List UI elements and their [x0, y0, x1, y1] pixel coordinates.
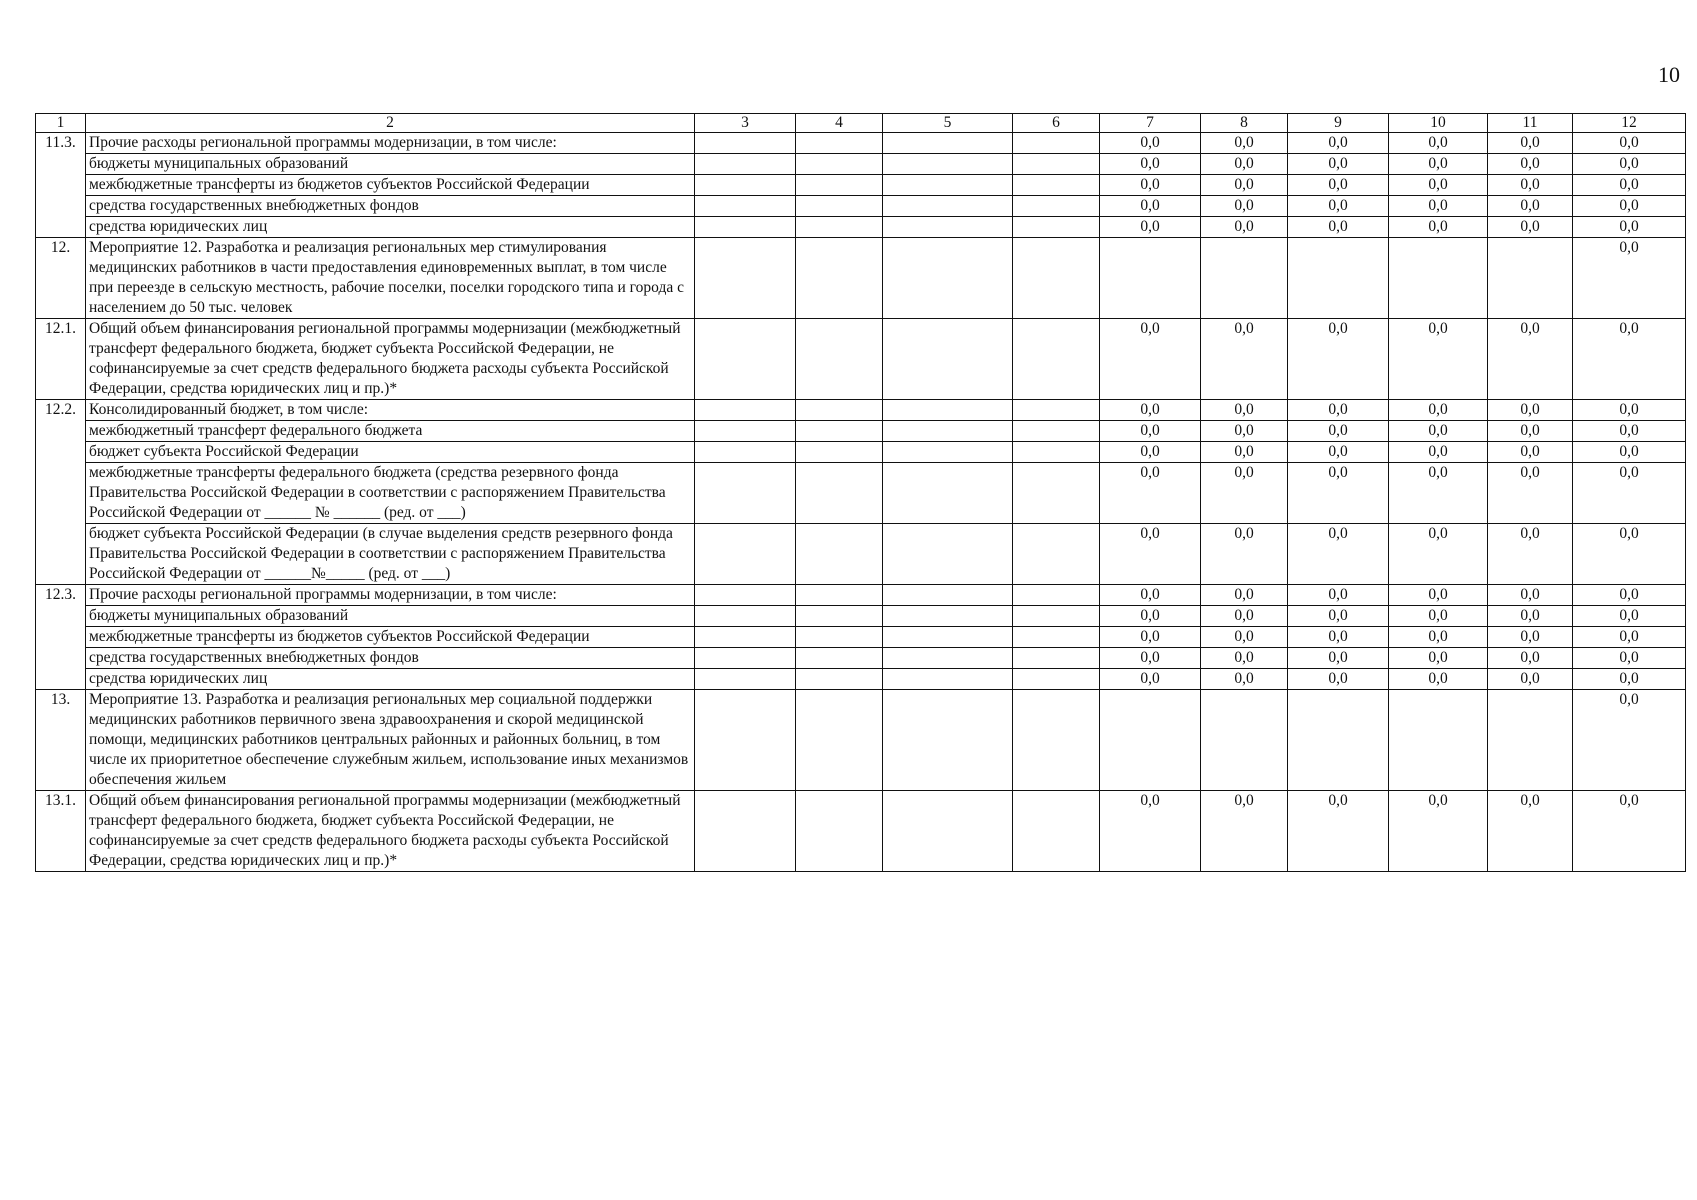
- value-cell-col-10: 0,0: [1389, 196, 1488, 217]
- value-cell-col-8: 0,0: [1201, 585, 1288, 606]
- value-cell-col-9: [1288, 238, 1389, 319]
- value-cell-col-12: 0,0: [1573, 627, 1686, 648]
- value-cell-col-7: 0,0: [1100, 627, 1201, 648]
- value-cell-col-7: 0,0: [1100, 442, 1201, 463]
- value-cell-col-3: [695, 791, 796, 872]
- value-cell-col-12: 0,0: [1573, 175, 1686, 196]
- value-cell-col-3: [695, 690, 796, 791]
- value-cell-col-5: [883, 463, 1013, 524]
- column-header: 11: [1488, 114, 1573, 133]
- value-cell-col-9: 0,0: [1288, 421, 1389, 442]
- value-cell-col-9: 0,0: [1288, 606, 1389, 627]
- value-cell-col-12: 0,0: [1573, 442, 1686, 463]
- value-cell-col-11: 0,0: [1488, 791, 1573, 872]
- value-cell-col-4: [796, 217, 883, 238]
- column-header: 7: [1100, 114, 1201, 133]
- row-number: 12.: [36, 238, 86, 319]
- table-row: [36, 627, 1686, 648]
- column-header: 6: [1013, 114, 1100, 133]
- value-cell-col-11: 0,0: [1488, 421, 1573, 442]
- value-cell-col-9: 0,0: [1288, 196, 1389, 217]
- value-cell-col-12: 0,0: [1573, 133, 1686, 154]
- column-header: 12: [1573, 114, 1686, 133]
- value-cell-col-9: 0,0: [1288, 585, 1389, 606]
- value-cell-col-4: [796, 196, 883, 217]
- value-cell-col-10: 0,0: [1389, 421, 1488, 442]
- table-row: [36, 791, 1686, 872]
- row-description: средства юридических лиц: [86, 217, 695, 238]
- value-cell-col-9: 0,0: [1288, 669, 1389, 690]
- value-cell-col-5: [883, 421, 1013, 442]
- value-cell-col-4: [796, 154, 883, 175]
- value-cell-col-11: 0,0: [1488, 585, 1573, 606]
- table-row: [36, 606, 1686, 627]
- value-cell-col-3: [695, 238, 796, 319]
- value-cell-col-3: [695, 196, 796, 217]
- value-cell-col-6: [1013, 463, 1100, 524]
- table-row: [36, 463, 1686, 524]
- value-cell-col-7: 0,0: [1100, 421, 1201, 442]
- row-number: 13.: [36, 690, 86, 791]
- value-cell-col-3: [695, 319, 796, 400]
- value-cell-col-6: [1013, 400, 1100, 421]
- value-cell-col-8: 0,0: [1201, 606, 1288, 627]
- value-cell-col-4: [796, 400, 883, 421]
- row-number: 12.1.: [36, 319, 86, 400]
- value-cell-col-4: [796, 606, 883, 627]
- value-cell-col-12: 0,0: [1573, 606, 1686, 627]
- row-description: Прочие расходы региональной программы модернизации, в том числе:: [86, 585, 695, 606]
- row-description: межбюджетные трансферты из бюджетов субъектов Российской Федерации: [86, 175, 695, 196]
- value-cell-col-4: [796, 791, 883, 872]
- value-cell-col-6: [1013, 175, 1100, 196]
- value-cell-col-3: [695, 627, 796, 648]
- value-cell-col-10: 0,0: [1389, 627, 1488, 648]
- value-cell-col-4: [796, 238, 883, 319]
- value-cell-col-11: 0,0: [1488, 524, 1573, 585]
- row-description: Мероприятие 13. Разработка и реализация региональных мер социальной поддержки медицинских работников первичного звена здравоохранения и скорой медицинской помощи, медицинских работников центральных районных и районных больниц, в том числе их приоритетное обеспечение служебным жильем, использование иных механизмов обеспечения жильем: [86, 690, 695, 791]
- value-cell-col-5: [883, 606, 1013, 627]
- value-cell-col-8: 0,0: [1201, 627, 1288, 648]
- value-cell-col-3: [695, 648, 796, 669]
- value-cell-col-7: 0,0: [1100, 319, 1201, 400]
- value-cell-col-8: 0,0: [1201, 196, 1288, 217]
- value-cell-col-8: 0,0: [1201, 400, 1288, 421]
- table-row: [36, 585, 1686, 606]
- column-header: 1: [36, 114, 86, 133]
- value-cell-col-4: [796, 319, 883, 400]
- value-cell-col-4: [796, 463, 883, 524]
- row-number: 13.1.: [36, 791, 86, 872]
- value-cell-col-5: [883, 319, 1013, 400]
- row-description: Прочие расходы региональной программы модернизации, в том числе:: [86, 133, 695, 154]
- value-cell-col-11: [1488, 690, 1573, 791]
- value-cell-col-3: [695, 442, 796, 463]
- value-cell-col-12: 0,0: [1573, 319, 1686, 400]
- value-cell-col-4: [796, 421, 883, 442]
- value-cell-col-5: [883, 524, 1013, 585]
- column-header: 3: [695, 114, 796, 133]
- value-cell-col-3: [695, 421, 796, 442]
- value-cell-col-7: 0,0: [1100, 175, 1201, 196]
- value-cell-col-10: 0,0: [1389, 154, 1488, 175]
- value-cell-col-6: [1013, 524, 1100, 585]
- table-row: [36, 238, 1686, 319]
- value-cell-col-8: 0,0: [1201, 442, 1288, 463]
- value-cell-col-8: 0,0: [1201, 463, 1288, 524]
- value-cell-col-3: [695, 217, 796, 238]
- value-cell-col-10: [1389, 238, 1488, 319]
- value-cell-col-3: [695, 175, 796, 196]
- value-cell-col-4: [796, 133, 883, 154]
- value-cell-col-6: [1013, 154, 1100, 175]
- value-cell-col-11: 0,0: [1488, 627, 1573, 648]
- page-number: 10: [1658, 62, 1680, 87]
- value-cell-col-6: [1013, 648, 1100, 669]
- value-cell-col-8: 0,0: [1201, 421, 1288, 442]
- value-cell-col-11: 0,0: [1488, 196, 1573, 217]
- value-cell-col-7: 0,0: [1100, 669, 1201, 690]
- row-description: Мероприятие 12. Разработка и реализация региональных мер стимулирования медицинских работников в части предоставления единовременных выплат, в том числе при переезде в сельскую местность, рабочие поселки, поселки городского типа и города с населением до 50 тыс. человек: [86, 238, 695, 319]
- value-cell-col-5: [883, 154, 1013, 175]
- value-cell-col-12: 0,0: [1573, 648, 1686, 669]
- value-cell-col-3: [695, 133, 796, 154]
- value-cell-col-10: 0,0: [1389, 585, 1488, 606]
- value-cell-col-12: 0,0: [1573, 238, 1686, 319]
- value-cell-col-8: 0,0: [1201, 133, 1288, 154]
- value-cell-col-6: [1013, 217, 1100, 238]
- table-row: [36, 442, 1686, 463]
- row-description: межбюджетные трансферты федерального бюджета (средства резервного фонда Правительства Российской Федерации в соответствии с распоряжением Правительства Российской Федерации от ______ № ______ (ред. от ___): [86, 463, 695, 524]
- value-cell-col-10: [1389, 690, 1488, 791]
- value-cell-col-5: [883, 400, 1013, 421]
- value-cell-col-12: 0,0: [1573, 690, 1686, 791]
- value-cell-col-11: [1488, 238, 1573, 319]
- table-row: [36, 400, 1686, 421]
- value-cell-col-7: 0,0: [1100, 196, 1201, 217]
- value-cell-col-5: [883, 690, 1013, 791]
- value-cell-col-3: [695, 669, 796, 690]
- column-header: 8: [1201, 114, 1288, 133]
- value-cell-col-9: 0,0: [1288, 791, 1389, 872]
- value-cell-col-6: [1013, 421, 1100, 442]
- value-cell-col-11: 0,0: [1488, 133, 1573, 154]
- value-cell-col-11: 0,0: [1488, 154, 1573, 175]
- row-description: межбюджетный трансферт федерального бюджета: [86, 421, 695, 442]
- value-cell-col-3: [695, 524, 796, 585]
- row-description: Общий объем финансирования региональной программы модернизации (межбюджетный трансферт федерального бюджета, бюджет субъекта Российской Федерации, не софинансируемые за счет средств федерального бюджета расходы субъекта Российской Федерации, средства юридических лиц и пр.)*: [86, 791, 695, 872]
- value-cell-col-8: 0,0: [1201, 319, 1288, 400]
- value-cell-col-7: 0,0: [1100, 463, 1201, 524]
- value-cell-col-3: [695, 154, 796, 175]
- value-cell-col-9: 0,0: [1288, 319, 1389, 400]
- value-cell-col-10: 0,0: [1389, 319, 1488, 400]
- table-body: [36, 133, 1686, 872]
- value-cell-col-9: 0,0: [1288, 648, 1389, 669]
- value-cell-col-7: 0,0: [1100, 217, 1201, 238]
- value-cell-col-6: [1013, 606, 1100, 627]
- row-description: средства юридических лиц: [86, 669, 695, 690]
- value-cell-col-7: 0,0: [1100, 133, 1201, 154]
- value-cell-col-4: [796, 669, 883, 690]
- value-cell-col-7: [1100, 238, 1201, 319]
- value-cell-col-5: [883, 791, 1013, 872]
- value-cell-col-6: [1013, 196, 1100, 217]
- value-cell-col-11: 0,0: [1488, 400, 1573, 421]
- table-row: [36, 175, 1686, 196]
- value-cell-col-6: [1013, 319, 1100, 400]
- value-cell-col-10: 0,0: [1389, 648, 1488, 669]
- row-description: бюджеты муниципальных образований: [86, 606, 695, 627]
- table-row: [36, 133, 1686, 154]
- value-cell-col-5: [883, 217, 1013, 238]
- value-cell-col-7: 0,0: [1100, 791, 1201, 872]
- column-header: 9: [1288, 114, 1389, 133]
- value-cell-col-12: 0,0: [1573, 421, 1686, 442]
- value-cell-col-8: [1201, 690, 1288, 791]
- value-cell-col-8: 0,0: [1201, 669, 1288, 690]
- financing-table: [35, 113, 1686, 872]
- value-cell-col-12: 0,0: [1573, 154, 1686, 175]
- value-cell-col-12: 0,0: [1573, 585, 1686, 606]
- row-description: Общий объем финансирования региональной программы модернизации (межбюджетный трансферт федерального бюджета, бюджет субъекта Российской Федерации, не софинансируемые за счет средств федерального бюджета расходы субъекта Российской Федерации, средства юридических лиц и пр.)*: [86, 319, 695, 400]
- value-cell-col-9: 0,0: [1288, 154, 1389, 175]
- row-description: бюджет субъекта Российской Федерации: [86, 442, 695, 463]
- value-cell-col-9: 0,0: [1288, 175, 1389, 196]
- row-description: средства государственных внебюджетных фондов: [86, 648, 695, 669]
- value-cell-col-9: 0,0: [1288, 627, 1389, 648]
- value-cell-col-11: 0,0: [1488, 669, 1573, 690]
- row-number: 12.2.: [36, 400, 86, 585]
- table-row: [36, 524, 1686, 585]
- value-cell-col-9: 0,0: [1288, 524, 1389, 585]
- value-cell-col-5: [883, 196, 1013, 217]
- value-cell-col-12: 0,0: [1573, 400, 1686, 421]
- value-cell-col-10: 0,0: [1389, 400, 1488, 421]
- column-header: 2: [86, 114, 695, 133]
- value-cell-col-5: [883, 238, 1013, 319]
- value-cell-col-7: 0,0: [1100, 585, 1201, 606]
- row-description: бюджеты муниципальных образований: [86, 154, 695, 175]
- value-cell-col-4: [796, 524, 883, 585]
- value-cell-col-5: [883, 627, 1013, 648]
- value-cell-col-3: [695, 400, 796, 421]
- value-cell-col-10: 0,0: [1389, 669, 1488, 690]
- value-cell-col-8: 0,0: [1201, 791, 1288, 872]
- value-cell-col-5: [883, 175, 1013, 196]
- value-cell-col-6: [1013, 791, 1100, 872]
- value-cell-col-10: 0,0: [1389, 442, 1488, 463]
- value-cell-col-11: 0,0: [1488, 442, 1573, 463]
- value-cell-col-12: 0,0: [1573, 217, 1686, 238]
- value-cell-col-12: 0,0: [1573, 196, 1686, 217]
- value-cell-col-3: [695, 585, 796, 606]
- value-cell-col-10: 0,0: [1389, 133, 1488, 154]
- value-cell-col-10: 0,0: [1389, 463, 1488, 524]
- value-cell-col-7: 0,0: [1100, 154, 1201, 175]
- value-cell-col-10: 0,0: [1389, 217, 1488, 238]
- row-description: межбюджетные трансферты из бюджетов субъектов Российской Федерации: [86, 627, 695, 648]
- table-row: [36, 196, 1686, 217]
- value-cell-col-10: 0,0: [1389, 791, 1488, 872]
- value-cell-col-5: [883, 669, 1013, 690]
- value-cell-col-8: 0,0: [1201, 524, 1288, 585]
- value-cell-col-11: 0,0: [1488, 606, 1573, 627]
- table-row: [36, 217, 1686, 238]
- value-cell-col-8: [1201, 238, 1288, 319]
- value-cell-col-8: 0,0: [1201, 175, 1288, 196]
- value-cell-col-12: 0,0: [1573, 791, 1686, 872]
- value-cell-col-4: [796, 690, 883, 791]
- value-cell-col-7: 0,0: [1100, 606, 1201, 627]
- row-number: 11.3.: [36, 133, 86, 238]
- value-cell-col-4: [796, 175, 883, 196]
- value-cell-col-8: 0,0: [1201, 217, 1288, 238]
- value-cell-col-6: [1013, 133, 1100, 154]
- column-header: 4: [796, 114, 883, 133]
- value-cell-col-9: [1288, 690, 1389, 791]
- table-row: [36, 421, 1686, 442]
- row-description: бюджет субъекта Российской Федерации (в случае выделения средств резервного фонда Правительства Российской Федерации в соответствии с распоряжением Правительства Российской Федерации от ______№_____ (ред. от ___): [86, 524, 695, 585]
- value-cell-col-5: [883, 648, 1013, 669]
- value-cell-col-8: 0,0: [1201, 648, 1288, 669]
- value-cell-col-7: [1100, 690, 1201, 791]
- value-cell-col-10: 0,0: [1389, 175, 1488, 196]
- table-row: [36, 319, 1686, 400]
- value-cell-col-11: 0,0: [1488, 175, 1573, 196]
- value-cell-col-11: 0,0: [1488, 463, 1573, 524]
- value-cell-col-9: 0,0: [1288, 442, 1389, 463]
- value-cell-col-3: [695, 606, 796, 627]
- value-cell-col-6: [1013, 442, 1100, 463]
- value-cell-col-11: 0,0: [1488, 319, 1573, 400]
- value-cell-col-4: [796, 648, 883, 669]
- value-cell-col-4: [796, 585, 883, 606]
- value-cell-col-7: 0,0: [1100, 400, 1201, 421]
- value-cell-col-6: [1013, 690, 1100, 791]
- value-cell-col-9: 0,0: [1288, 133, 1389, 154]
- table-row: [36, 154, 1686, 175]
- value-cell-col-10: 0,0: [1389, 606, 1488, 627]
- column-header: 10: [1389, 114, 1488, 133]
- value-cell-col-5: [883, 585, 1013, 606]
- value-cell-col-5: [883, 442, 1013, 463]
- value-cell-col-7: 0,0: [1100, 524, 1201, 585]
- value-cell-col-9: 0,0: [1288, 463, 1389, 524]
- column-header: 5: [883, 114, 1013, 133]
- row-number: 12.3.: [36, 585, 86, 690]
- value-cell-col-11: 0,0: [1488, 217, 1573, 238]
- value-cell-col-6: [1013, 238, 1100, 319]
- value-cell-col-6: [1013, 627, 1100, 648]
- value-cell-col-7: 0,0: [1100, 648, 1201, 669]
- column-number-row: [36, 114, 1686, 133]
- value-cell-col-12: 0,0: [1573, 463, 1686, 524]
- value-cell-col-3: [695, 463, 796, 524]
- value-cell-col-10: 0,0: [1389, 524, 1488, 585]
- row-description: Консолидированный бюджет, в том числе:: [86, 400, 695, 421]
- table-row: [36, 648, 1686, 669]
- value-cell-col-8: 0,0: [1201, 154, 1288, 175]
- value-cell-col-12: 0,0: [1573, 524, 1686, 585]
- table-row: [36, 690, 1686, 791]
- value-cell-col-12: 0,0: [1573, 669, 1686, 690]
- value-cell-col-4: [796, 442, 883, 463]
- value-cell-col-6: [1013, 585, 1100, 606]
- value-cell-col-11: 0,0: [1488, 648, 1573, 669]
- value-cell-col-5: [883, 133, 1013, 154]
- value-cell-col-9: 0,0: [1288, 217, 1389, 238]
- row-description: средства государственных внебюджетных фондов: [86, 196, 695, 217]
- value-cell-col-4: [796, 627, 883, 648]
- value-cell-col-6: [1013, 669, 1100, 690]
- table-row: [36, 669, 1686, 690]
- value-cell-col-9: 0,0: [1288, 400, 1389, 421]
